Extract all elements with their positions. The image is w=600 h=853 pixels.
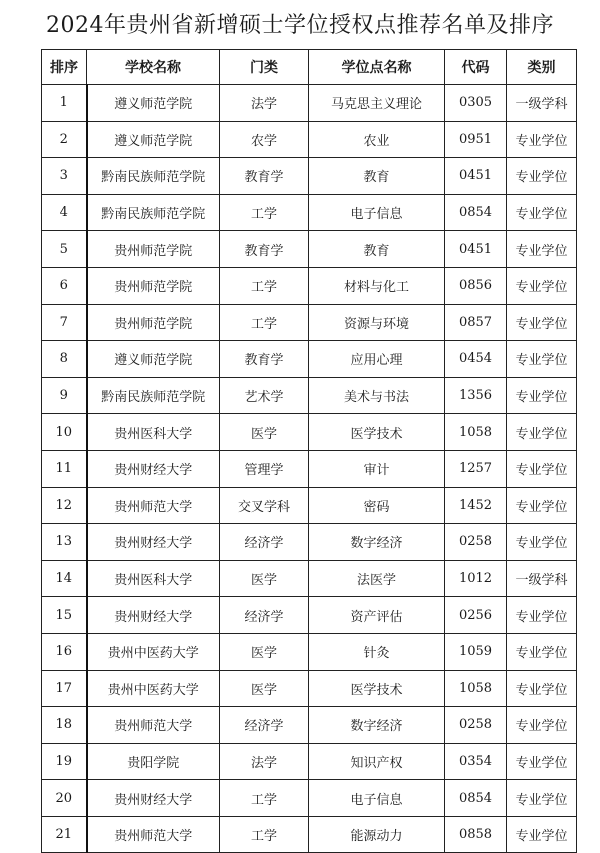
code-cell: 1356 <box>445 377 507 414</box>
school-cell: 贵州医科大学 <box>87 560 220 597</box>
program-cell: 数字经济 <box>309 524 445 561</box>
rank-cell: 13 <box>42 524 87 561</box>
type-cell: 专业学位 <box>507 450 577 487</box>
program-cell: 材料与化工 <box>309 267 445 304</box>
header-school: 学校名称 <box>87 50 220 85</box>
type-cell: 专业学位 <box>507 194 577 231</box>
code-cell: 1012 <box>445 560 507 597</box>
code-cell: 1058 <box>445 414 507 451</box>
code-cell: 0256 <box>445 597 507 634</box>
category-cell: 艺术学 <box>220 377 309 414</box>
category-cell: 管理学 <box>220 450 309 487</box>
code-cell: 0858 <box>445 816 507 853</box>
program-cell: 电子信息 <box>309 780 445 817</box>
program-cell: 针灸 <box>309 633 445 670</box>
program-cell: 法医学 <box>309 560 445 597</box>
category-cell: 教育学 <box>220 231 309 268</box>
type-cell: 专业学位 <box>507 121 577 158</box>
school-cell: 贵州师范学院 <box>87 231 220 268</box>
code-cell: 0454 <box>445 341 507 378</box>
rank-cell: 3 <box>42 158 87 195</box>
category-cell: 教育学 <box>220 341 309 378</box>
school-cell: 贵州中医药大学 <box>87 633 220 670</box>
category-cell: 医学 <box>220 414 309 451</box>
table-row <box>42 194 577 231</box>
category-cell: 教育学 <box>220 158 309 195</box>
school-cell: 贵州师范大学 <box>87 487 220 524</box>
code-cell: 0451 <box>445 158 507 195</box>
school-cell: 贵州师范大学 <box>87 707 220 744</box>
category-cell: 医学 <box>220 670 309 707</box>
rank-cell: 17 <box>42 670 87 707</box>
type-cell: 专业学位 <box>507 707 577 744</box>
table-row <box>42 816 577 853</box>
rank-cell: 1 <box>42 85 87 122</box>
rank-cell: 2 <box>42 121 87 158</box>
table-row <box>42 158 577 195</box>
program-cell: 教育 <box>309 158 445 195</box>
type-cell: 一级学科 <box>507 560 577 597</box>
rank-cell: 21 <box>42 816 87 853</box>
program-cell: 电子信息 <box>309 194 445 231</box>
type-cell: 专业学位 <box>507 743 577 780</box>
rank-cell: 9 <box>42 377 87 414</box>
program-cell: 医学技术 <box>309 414 445 451</box>
table-row <box>42 560 577 597</box>
table-row <box>42 597 577 634</box>
category-cell: 经济学 <box>220 524 309 561</box>
code-cell: 1059 <box>445 633 507 670</box>
rank-cell: 11 <box>42 450 87 487</box>
program-cell: 资源与环境 <box>309 304 445 341</box>
rank-cell: 10 <box>42 414 87 451</box>
program-cell: 马克思主义理论 <box>309 85 445 122</box>
table-row <box>42 267 577 304</box>
type-cell: 专业学位 <box>507 487 577 524</box>
code-cell: 0854 <box>445 194 507 231</box>
table-row <box>42 633 577 670</box>
table-row <box>42 85 577 122</box>
program-cell: 知识产权 <box>309 743 445 780</box>
category-cell: 工学 <box>220 267 309 304</box>
category-cell: 交叉学科 <box>220 487 309 524</box>
table-row <box>42 707 577 744</box>
category-cell: 经济学 <box>220 597 309 634</box>
code-cell: 0305 <box>445 85 507 122</box>
page-title: 2024年贵州省新增硕士学位授权点推荐名单及排序 <box>46 13 554 38</box>
type-cell: 专业学位 <box>507 231 577 268</box>
school-cell: 黔南民族师范学院 <box>87 158 220 195</box>
school-cell: 贵阳学院 <box>87 743 220 780</box>
code-cell: 1452 <box>445 487 507 524</box>
header-category: 门类 <box>220 50 309 85</box>
code-cell: 0451 <box>445 231 507 268</box>
header-code: 代码 <box>445 50 507 85</box>
code-cell: 1257 <box>445 450 507 487</box>
rank-cell: 5 <box>42 231 87 268</box>
type-cell: 专业学位 <box>507 633 577 670</box>
table-row <box>42 414 577 451</box>
school-cell: 贵州师范学院 <box>87 267 220 304</box>
school-cell: 黔南民族师范学院 <box>87 194 220 231</box>
school-cell: 遵义师范学院 <box>87 85 220 122</box>
type-cell: 专业学位 <box>507 414 577 451</box>
program-cell: 审计 <box>309 450 445 487</box>
program-cell: 美术与书法 <box>309 377 445 414</box>
table-row <box>42 341 577 378</box>
table-row <box>42 231 577 268</box>
school-cell: 贵州师范大学 <box>87 816 220 853</box>
type-cell: 专业学位 <box>507 267 577 304</box>
code-cell: 0856 <box>445 267 507 304</box>
school-cell: 黔南民族师范学院 <box>87 377 220 414</box>
school-cell: 贵州财经大学 <box>87 450 220 487</box>
type-cell: 专业学位 <box>507 377 577 414</box>
type-cell: 专业学位 <box>507 524 577 561</box>
rank-cell: 8 <box>42 341 87 378</box>
school-cell: 遵义师范学院 <box>87 341 220 378</box>
school-cell: 贵州财经大学 <box>87 780 220 817</box>
rank-cell: 19 <box>42 743 87 780</box>
type-cell: 专业学位 <box>507 816 577 853</box>
category-cell: 工学 <box>220 780 309 817</box>
code-cell: 0258 <box>445 524 507 561</box>
program-cell: 数字经济 <box>309 707 445 744</box>
category-cell: 农学 <box>220 121 309 158</box>
table-row <box>42 304 577 341</box>
category-cell: 法学 <box>220 85 309 122</box>
code-cell: 0354 <box>445 743 507 780</box>
program-cell: 应用心理 <box>309 341 445 378</box>
table-row <box>42 121 577 158</box>
table-row <box>42 670 577 707</box>
rank-cell: 18 <box>42 707 87 744</box>
table-row <box>42 743 577 780</box>
type-cell: 专业学位 <box>507 780 577 817</box>
table-row <box>42 377 577 414</box>
rank-cell: 20 <box>42 780 87 817</box>
school-cell: 遵义师范学院 <box>87 121 220 158</box>
rank-cell: 4 <box>42 194 87 231</box>
header-program: 学位点名称 <box>309 50 445 85</box>
table-row <box>42 450 577 487</box>
program-cell: 农业 <box>309 121 445 158</box>
code-cell: 0951 <box>445 121 507 158</box>
code-cell: 0258 <box>445 707 507 744</box>
rank-cell: 15 <box>42 597 87 634</box>
school-cell: 贵州医科大学 <box>87 414 220 451</box>
program-cell: 医学技术 <box>309 670 445 707</box>
category-cell: 医学 <box>220 560 309 597</box>
category-cell: 法学 <box>220 743 309 780</box>
category-cell: 工学 <box>220 194 309 231</box>
program-cell: 能源动力 <box>309 816 445 853</box>
category-cell: 经济学 <box>220 707 309 744</box>
type-cell: 专业学位 <box>507 158 577 195</box>
program-cell: 教育 <box>309 231 445 268</box>
program-cell: 密码 <box>309 487 445 524</box>
table-header-row <box>42 50 577 85</box>
type-cell: 专业学位 <box>507 670 577 707</box>
code-cell: 0854 <box>445 780 507 817</box>
type-cell: 专业学位 <box>507 304 577 341</box>
rank-cell: 7 <box>42 304 87 341</box>
table-row <box>42 780 577 817</box>
code-cell: 0857 <box>445 304 507 341</box>
rank-cell: 12 <box>42 487 87 524</box>
rank-cell: 14 <box>42 560 87 597</box>
school-cell: 贵州财经大学 <box>87 597 220 634</box>
table-row <box>42 487 577 524</box>
header-rank: 排序 <box>42 50 87 85</box>
code-cell: 1058 <box>445 670 507 707</box>
type-cell: 一级学科 <box>507 85 577 122</box>
school-cell: 贵州中医药大学 <box>87 670 220 707</box>
program-cell: 资产评估 <box>309 597 445 634</box>
table-row <box>42 524 577 561</box>
school-cell: 贵州师范学院 <box>87 304 220 341</box>
school-cell: 贵州财经大学 <box>87 524 220 561</box>
type-cell: 专业学位 <box>507 341 577 378</box>
rank-cell: 6 <box>42 267 87 304</box>
category-cell: 医学 <box>220 633 309 670</box>
ranking-table <box>41 49 577 853</box>
type-cell: 专业学位 <box>507 597 577 634</box>
rank-cell: 16 <box>42 633 87 670</box>
category-cell: 工学 <box>220 816 309 853</box>
category-cell: 工学 <box>220 304 309 341</box>
header-type: 类别 <box>507 50 577 85</box>
table-body <box>42 85 577 853</box>
